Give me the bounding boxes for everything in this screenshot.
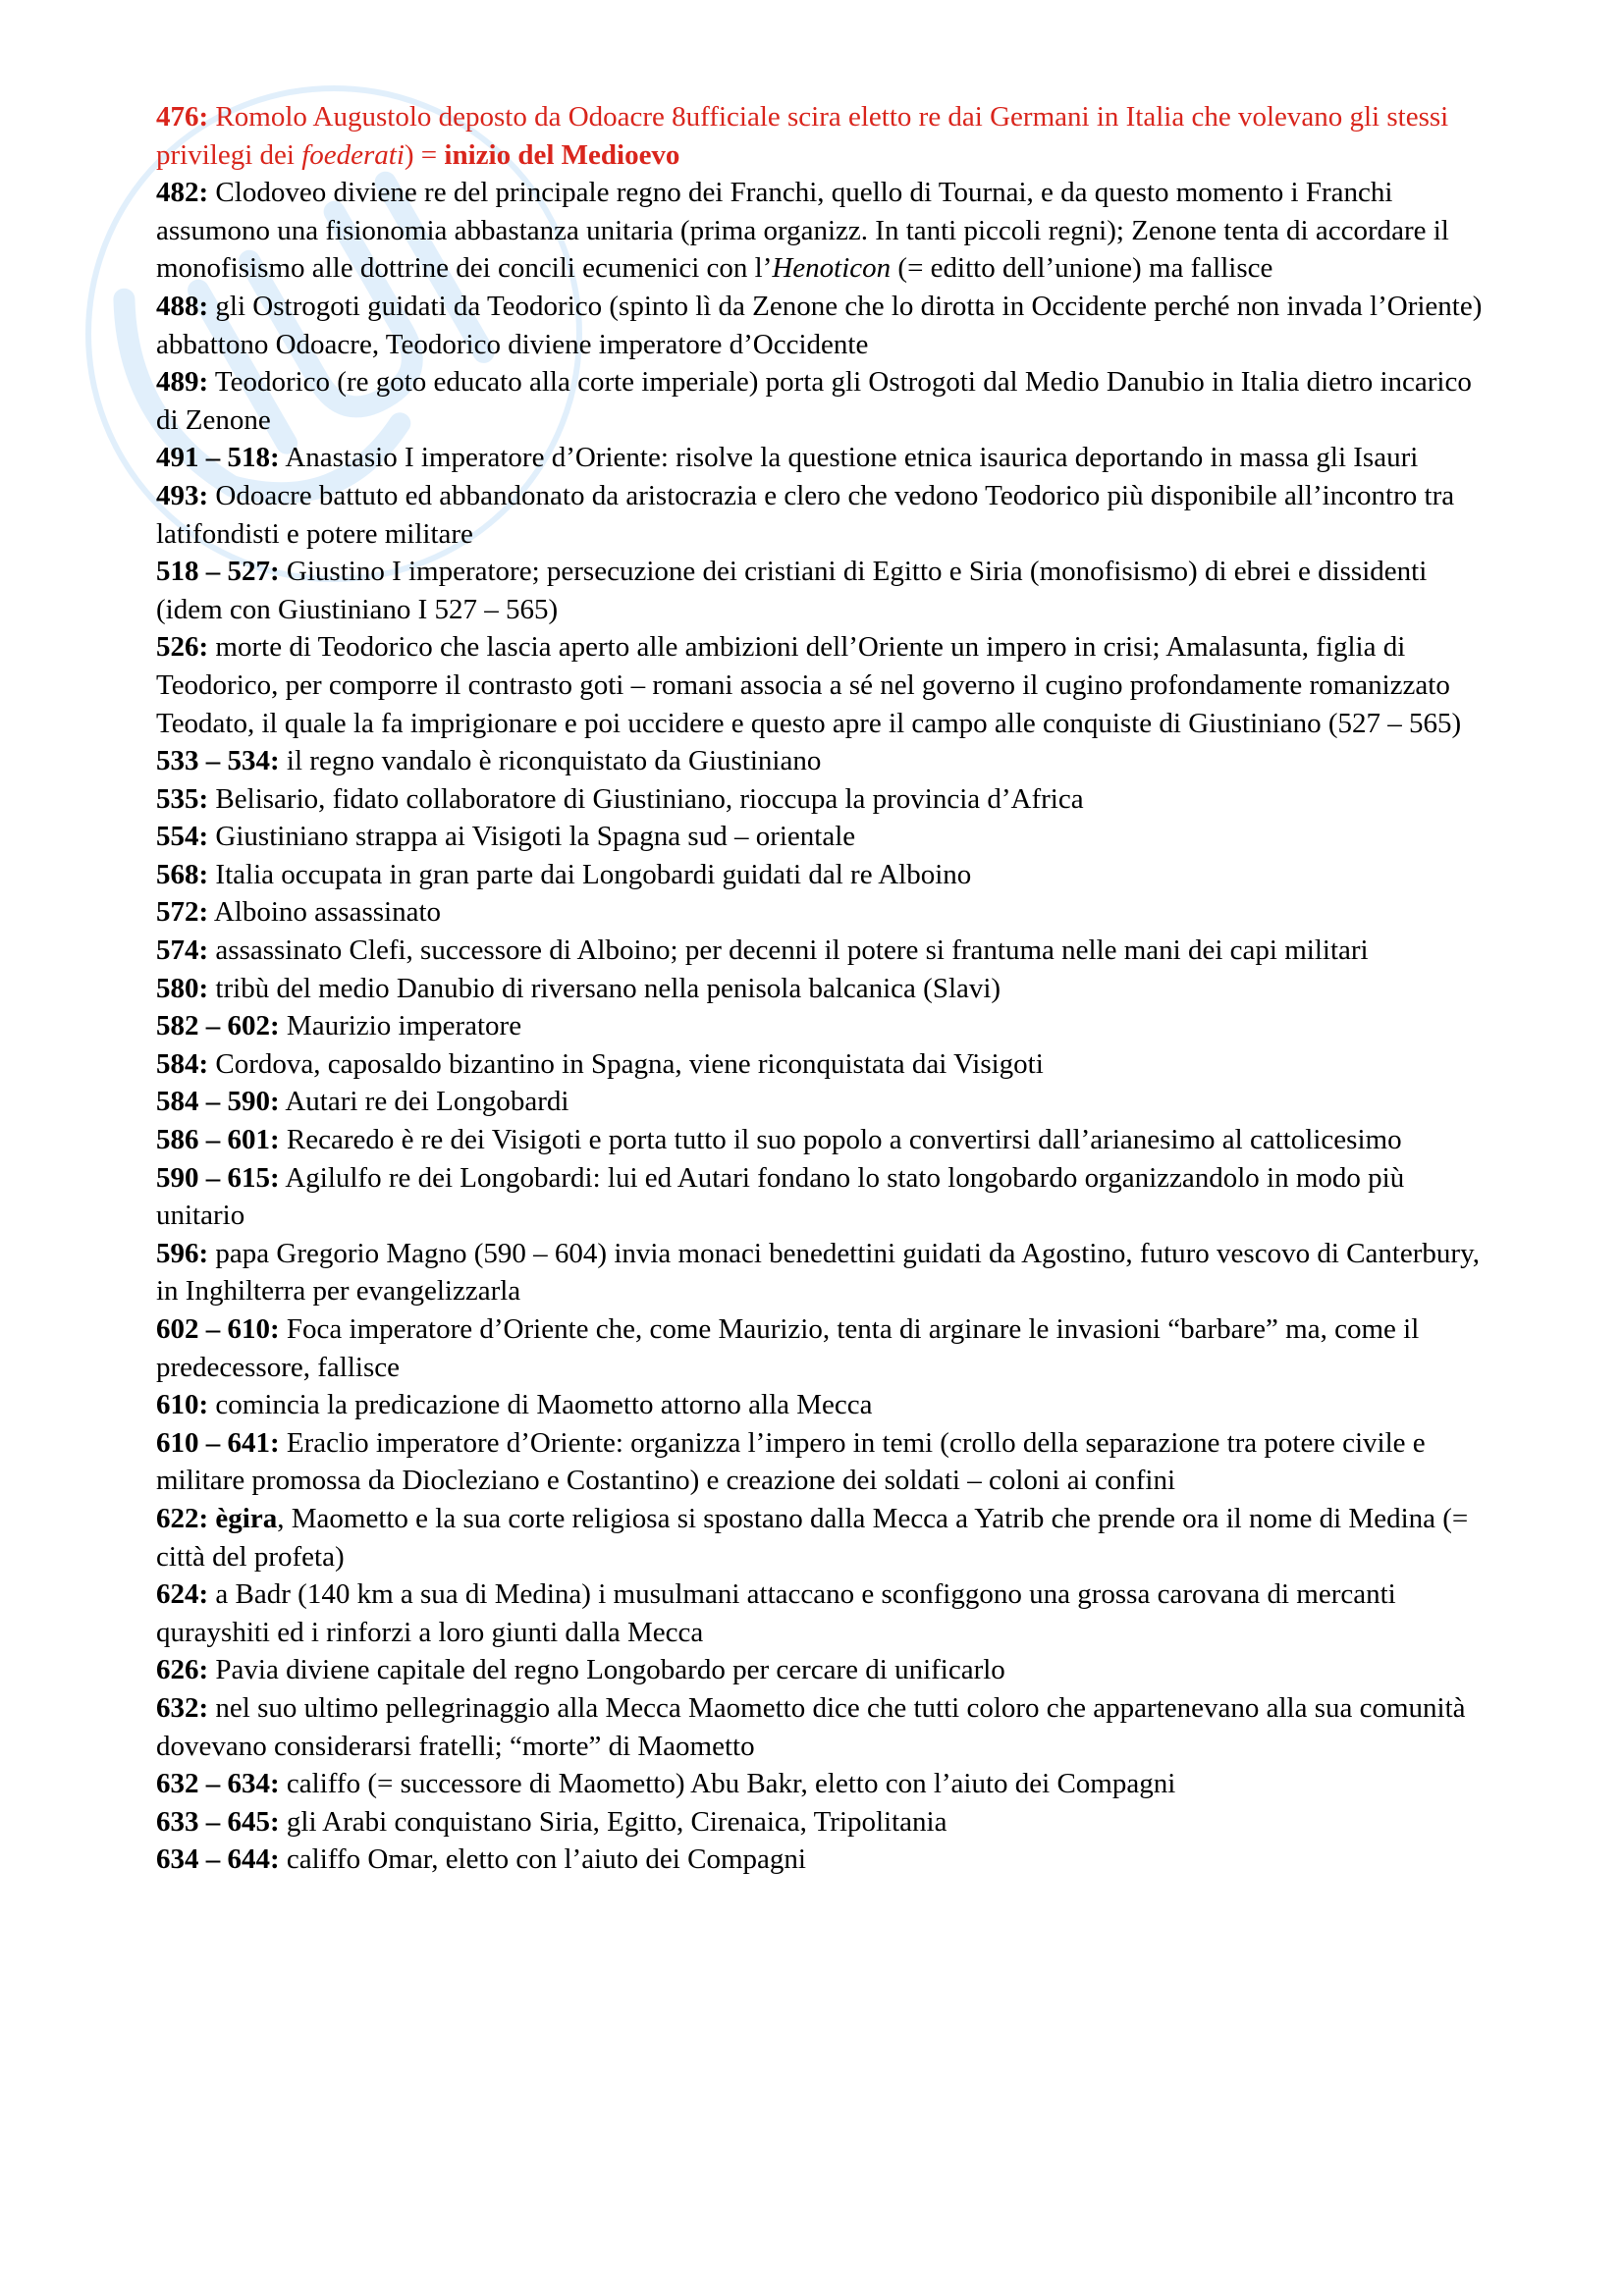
timeline-entry — [156, 553, 1491, 628]
entry-date: 568: — [156, 858, 209, 890]
entry-text: Giustino I imperatore; persecuzione dei cristiani di Egitto e Siria (monofisismo) di ebrei e dissidenti (idem con Giustiniano I 527 – 565) — [156, 556, 1428, 625]
entry-text: nel suo ultimo pellegrinaggio alla Mecca Maometto dice che tutti coloro che appartenevano alla sua comunità dovevano considerarsi fratelli; “morte” di Maometto — [156, 1691, 1466, 1762]
timeline-entry — [156, 1765, 1491, 1803]
entry-date: 632 – 634: — [156, 1768, 280, 1800]
entry-text: Pavia diviene capitale del regno Longobardo per cercare di unificarlo — [208, 1654, 1005, 1686]
entry-text: Agilulfo re dei Longobardi: lui ed Autari fondano lo stato longobardo organizzandolo in modo più unitario — [156, 1161, 1405, 1232]
timeline-entry — [156, 363, 1491, 439]
entry-italic-term: Henoticon — [772, 252, 892, 285]
entry-date: 535: — [156, 782, 209, 815]
entry-text: Autari re dei Longobardi — [279, 1086, 569, 1118]
entry-date: 526: — [156, 631, 209, 664]
entry-date: 596: — [156, 1237, 209, 1269]
timeline-entry — [156, 780, 1491, 819]
timeline-entry — [156, 932, 1491, 970]
entry-date: 634 – 644: — [156, 1843, 280, 1876]
timeline-entry — [156, 1083, 1491, 1121]
timeline-entry — [156, 174, 1491, 288]
entry-text: Alboino assassinato — [208, 896, 442, 929]
entry-date: 476: — [156, 101, 209, 133]
timeline-entry — [156, 1841, 1491, 1879]
entry-date: 584 – 590: — [156, 1086, 280, 1118]
timeline-entry — [156, 1310, 1491, 1386]
entry-text: Giustiniano strappa ai Visigoti la Spagna sud – orientale — [208, 821, 856, 853]
entry-date: 518 – 527: — [156, 556, 280, 588]
entry-text: Anastasio I imperatore d’Oriente: risolve la questione etnica isaurica deportando in massa gli Isauri — [279, 442, 1419, 474]
timeline-entry — [156, 893, 1491, 932]
entry-date: 610: — [156, 1389, 209, 1421]
entry-text: Recaredo è re dei Visigoti e porta tutto il suo popolo a convertirsi dall’arianesimo al cattolicesimo — [279, 1124, 1402, 1156]
entry-date: 590 – 615: — [156, 1161, 280, 1194]
timeline-entry — [156, 1386, 1491, 1424]
timeline-entry — [156, 742, 1491, 780]
entry-text: Maurizio imperatore — [279, 1010, 522, 1042]
timeline-entry — [156, 970, 1491, 1008]
timeline-entry — [156, 1500, 1491, 1575]
entry-text: Odoacre battuto ed abbandonato da aristocrazia e clero che vedono Teodorico più disponibile all’incontro tra latifondisti e potere militare — [156, 479, 1455, 550]
entry-italic-term: foederati — [301, 138, 405, 171]
entry-date: 602 – 610: — [156, 1313, 280, 1345]
entry-text: Romolo Augustolo deposto da Odoacre 8ufficiale scira eletto re dai Germani in Italia che volevano gli stessi privilegi dei — [156, 101, 1449, 171]
entry-text: a Badr (140 km a sua di Medina) i musulmani attaccano e sconfiggono una grossa carovana di mercanti qurayshiti ed i rinforzi a loro giunti dalla Mecca — [156, 1578, 1396, 1648]
entry-date: 622: — [156, 1502, 216, 1534]
timeline-text — [156, 98, 1491, 1879]
entry-date: 491 – 518: — [156, 442, 280, 474]
timeline-entry — [156, 628, 1491, 742]
timeline-entry — [156, 98, 1491, 174]
entry-term: ègira — [215, 1502, 278, 1534]
entry-text: Eraclio imperatore d’Oriente: organizza l’impero in temi (crollo della separazione tra potere civile e militare promossa da Diocleziano e Costantino) e creazione dei soldati – coloni ai confini — [156, 1426, 1426, 1497]
entry-date: 488: — [156, 290, 209, 322]
entry-text: Cordova, caposaldo bizantino in Spagna, viene riconquistata dai Visigoti — [208, 1047, 1044, 1080]
entry-text: Foca imperatore d’Oriente che, come Maurizio, tenta di arginare le invasioni “barbare” ma, come il predecessore, fallisce — [156, 1313, 1420, 1383]
timeline-entry — [156, 439, 1491, 477]
timeline-entry — [156, 1651, 1491, 1689]
entry-date: 554: — [156, 821, 209, 853]
entry-text: gli Arabi conquistano Siria, Egitto, Cirenaica, Tripolitania — [279, 1805, 947, 1838]
entry-text: morte di Teodorico che lascia aperto alle ambizioni dell’Oriente un impero in crisi; Amalasunta, figlia di Teodorico, per comporre il contrasto goti – romani associa a sé nel governo il cugino profondamente romanizzato Teodato, il quale la fa imprigionare e poi uccidere e questo apre il campo alle conquiste di Giustiniano (527 – 565) — [156, 631, 1462, 739]
timeline-entry — [156, 818, 1491, 856]
entry-text: ) = — [404, 138, 445, 171]
entry-text: Italia occupata in gran parte dai Longobardi guidati dal re Alboino — [208, 858, 972, 890]
entry-date: 633 – 645: — [156, 1805, 280, 1838]
entry-text: califfo Omar, eletto con l’aiuto dei Compagni — [279, 1843, 806, 1876]
entry-date: 572: — [156, 896, 209, 929]
timeline-entry — [156, 1689, 1491, 1765]
entry-text: assassinato Clefi, successore di Alboino; per decenni il potere si frantuma nelle mani dei capi militari — [208, 934, 1369, 967]
entry-date: 582 – 602: — [156, 1010, 280, 1042]
timeline-entry — [156, 1007, 1491, 1045]
entry-date: 482: — [156, 177, 209, 209]
timeline-entry — [156, 1235, 1491, 1310]
entry-date: 626: — [156, 1654, 209, 1686]
entry-date: 610 – 641: — [156, 1426, 280, 1459]
timeline-entry — [156, 1159, 1491, 1235]
entry-text: il regno vandalo è riconquistato da Giustiniano — [279, 745, 822, 777]
entry-date: 533 – 534: — [156, 745, 280, 777]
entry-text: tribù del medio Danubio di riversano nella penisola balcanica (Slavi) — [208, 972, 1001, 1004]
entry-highlight: inizio del Medioevo — [444, 138, 680, 171]
entry-date: 624: — [156, 1578, 209, 1611]
timeline-entry — [156, 477, 1491, 553]
entry-date: 580: — [156, 972, 209, 1004]
timeline-entry — [156, 1045, 1491, 1084]
entry-text: Belisario, fidato collaboratore di Giustiniano, rioccupa la provincia d’Africa — [208, 782, 1084, 815]
timeline-entry — [156, 1424, 1491, 1500]
entry-text: papa Gregorio Magno (590 – 604) invia monaci benedettini guidati da Agostino, futuro vescovo di Canterbury, in Inghilterra per evangelizzarla — [156, 1237, 1480, 1308]
entry-text: , Maometto e la sua corte religiosa si spostano dalla Mecca a Yatrib che prende ora il nome di Medina (= città del profeta) — [156, 1502, 1469, 1573]
entry-date: 632: — [156, 1691, 209, 1724]
timeline-entry — [156, 288, 1491, 363]
entry-date: 584: — [156, 1047, 209, 1080]
timeline-entry — [156, 856, 1491, 894]
entry-text: (= editto dell’unione) ma fallisce — [891, 252, 1273, 285]
entry-date: 586 – 601: — [156, 1124, 280, 1156]
entry-text: comincia la predicazione di Maometto attorno alla Mecca — [208, 1389, 873, 1421]
entry-text: Teodorico (re goto educato alla corte imperiale) porta gli Ostrogoti dal Medio Danubio in Italia dietro incarico di Zenone — [156, 366, 1472, 436]
timeline-entry — [156, 1121, 1491, 1159]
entry-date: 493: — [156, 479, 209, 511]
timeline-entry — [156, 1803, 1491, 1842]
entry-text: Clodoveo diviene re del principale regno dei Franchi, quello di Tournai, e da questo momento i Franchi assumono una fisionomia abbastanza unitaria (prima organizz. In tanti piccoli regni); Zenone tenta di accordare il monofisismo alle dottrine dei concili ecumenici con l’ — [156, 177, 1449, 285]
entry-text: gli Ostrogoti guidati da Teodorico (spinto lì da Zenone che lo dirotta in Occidente perché non invada l’Oriente) abbattono Odoacre, Teodorico diviene imperatore d’Occidente — [156, 290, 1483, 360]
entry-date: 489: — [156, 366, 209, 399]
entry-text: califfo (= successore di Maometto) Abu Bakr, eletto con l’aiuto dei Compagni — [279, 1768, 1176, 1800]
timeline-entry — [156, 1575, 1491, 1651]
entry-date: 574: — [156, 934, 209, 967]
